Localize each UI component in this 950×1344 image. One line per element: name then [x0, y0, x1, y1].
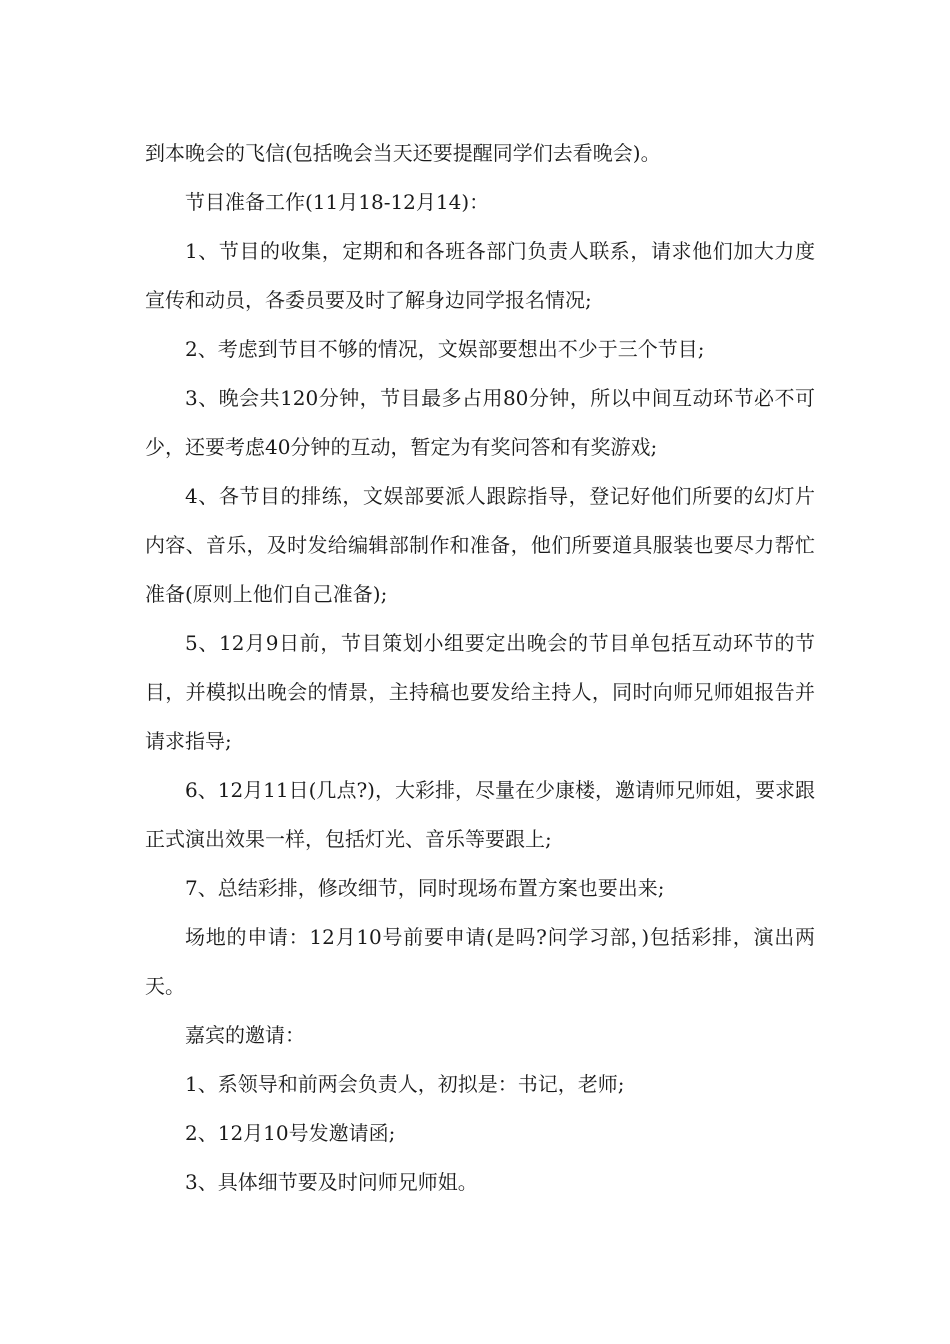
list-item-guests: 1、系领导和前两会负责人，初拟是：书记，老师; [185, 1072, 625, 1096]
section-heading-guest-invitation: 嘉宾的邀请： [185, 1023, 305, 1047]
list-item-rehearsal: 4、各节目的排练，文娱部要派人跟踪指导，登记好他们所要的幻灯片内容、音乐，及时发给编辑部制作和准备，他们所要道具服装也要尽力帮忙准备(原则上他们自己准备); [145, 484, 815, 606]
list-item-insufficient-programs: 2、考虑到节目不够的情况，文娱部要想出不少于三个节目; [185, 337, 705, 361]
list-item-program-collection: 1、节目的收集，定期和和各班各部门负责人联系，请求他们加大力度宣传和动员，各委员要及时了解身边同学报名情况; [145, 239, 815, 312]
list-item-details: 3、具体细节要及时问师兄师姐。 [185, 1170, 478, 1194]
list-item-program-list: 5、12月9日前，节目策划小组要定出晚会的节目单包括互动环节的节目，并模拟出晚会的情景，主持稿也要发给主持人，同时向师兄师姐报告并请求指导; [145, 631, 815, 753]
list-item-duration: 3、晚会共120分钟，节目最多占用80分钟，所以中间互动环节必不可少，还要考虑40分钟的互动，暂定为有奖问答和有奖游戏; [145, 386, 815, 459]
list-item-dress-rehearsal: 6、12月11日(几点?)，大彩排，尽量在少康楼，邀请师兄师姐，要求跟正式演出效果一样，包括灯光、音乐等要跟上; [145, 778, 815, 851]
section-heading-program-preparation: 节目准备工作(11月18-12月14)： [185, 190, 490, 214]
list-item-invitation-date: 2、12月10号发邀请函; [185, 1121, 396, 1145]
document-body [145, 129, 815, 1207]
paragraph-continuation: 到本晚会的飞信(包括晚会当天还要提醒同学们去看晚会)。 [145, 141, 661, 165]
list-item-summary: 7、总结彩排，修改细节，同时现场布置方案也要出来; [185, 876, 665, 900]
paragraph-venue-application: 场地的申请：12月10号前要申请(是吗?问学习部，)包括彩排，演出两天。 [145, 925, 815, 998]
